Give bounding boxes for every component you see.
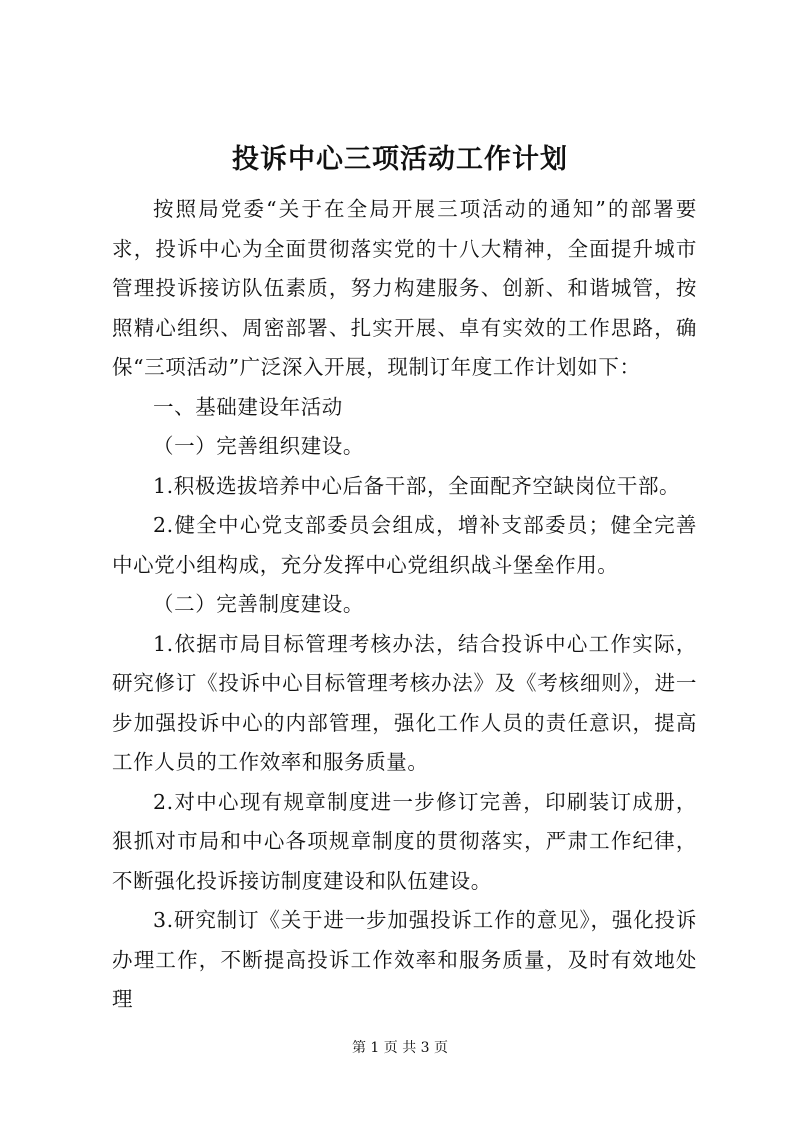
list-item: 2.健全中心党支部委员会组成，增补支部委员；健全完善中心党小组构成，充分发挥中心党组织战斗堡垒作用。 <box>112 513 697 577</box>
subsection-heading-1: （一）完善组织建设。 <box>153 434 364 458</box>
section-heading-1: 一、基础建设年活动 <box>153 394 343 419</box>
list-item: 1.积极选拔培养中心后备干部，全面配齐空缺岗位干部。 <box>153 473 681 498</box>
document-body <box>112 190 697 1020</box>
list-item: 3.研究制订《关于进一步加强投诉工作的意见》，强化投诉办理工作，不断提高投诉工作效率和服务质量，及时有效地处理 <box>112 908 697 1011</box>
paragraph-intro: 按照局党委“关于在全局开展三项活动的通知”的部署要求，投诉中心为全面贯彻落实党的十八大精神，全面提升城市管理投诉接访队伍素质，努力构建服务、创新、和谐城管，按照精心组织、周密部署、扎实开展、卓有实效的工作思路，确保“三项活动”广泛深入开展，现制订年度工作计划如下： <box>112 197 697 379</box>
page-footer: 第 1 页 共 3 页 <box>351 1040 449 1056</box>
list-item: 2.对中心现有规章制度进一步修订完善，印刷装订成册，狠抓对市局和中心各项规章制度的贯彻落实，严肃工作纪律，不断强化投诉接访制度建设和队伍建设。 <box>112 789 697 893</box>
subsection-heading-2: （二）完善制度建设。 <box>153 592 364 616</box>
list-item: 1.依据市局目标管理考核办法，结合投诉中心工作实际，研究修订《投诉中心目标管理考核办法》及《考核细则》，进一步加强投诉中心的内部管理，强化工作人员的责任意识，提高工作人员的工作效率和服务质量。 <box>112 631 697 774</box>
document-title: 投诉中心三项活动工作计划 <box>232 144 568 175</box>
